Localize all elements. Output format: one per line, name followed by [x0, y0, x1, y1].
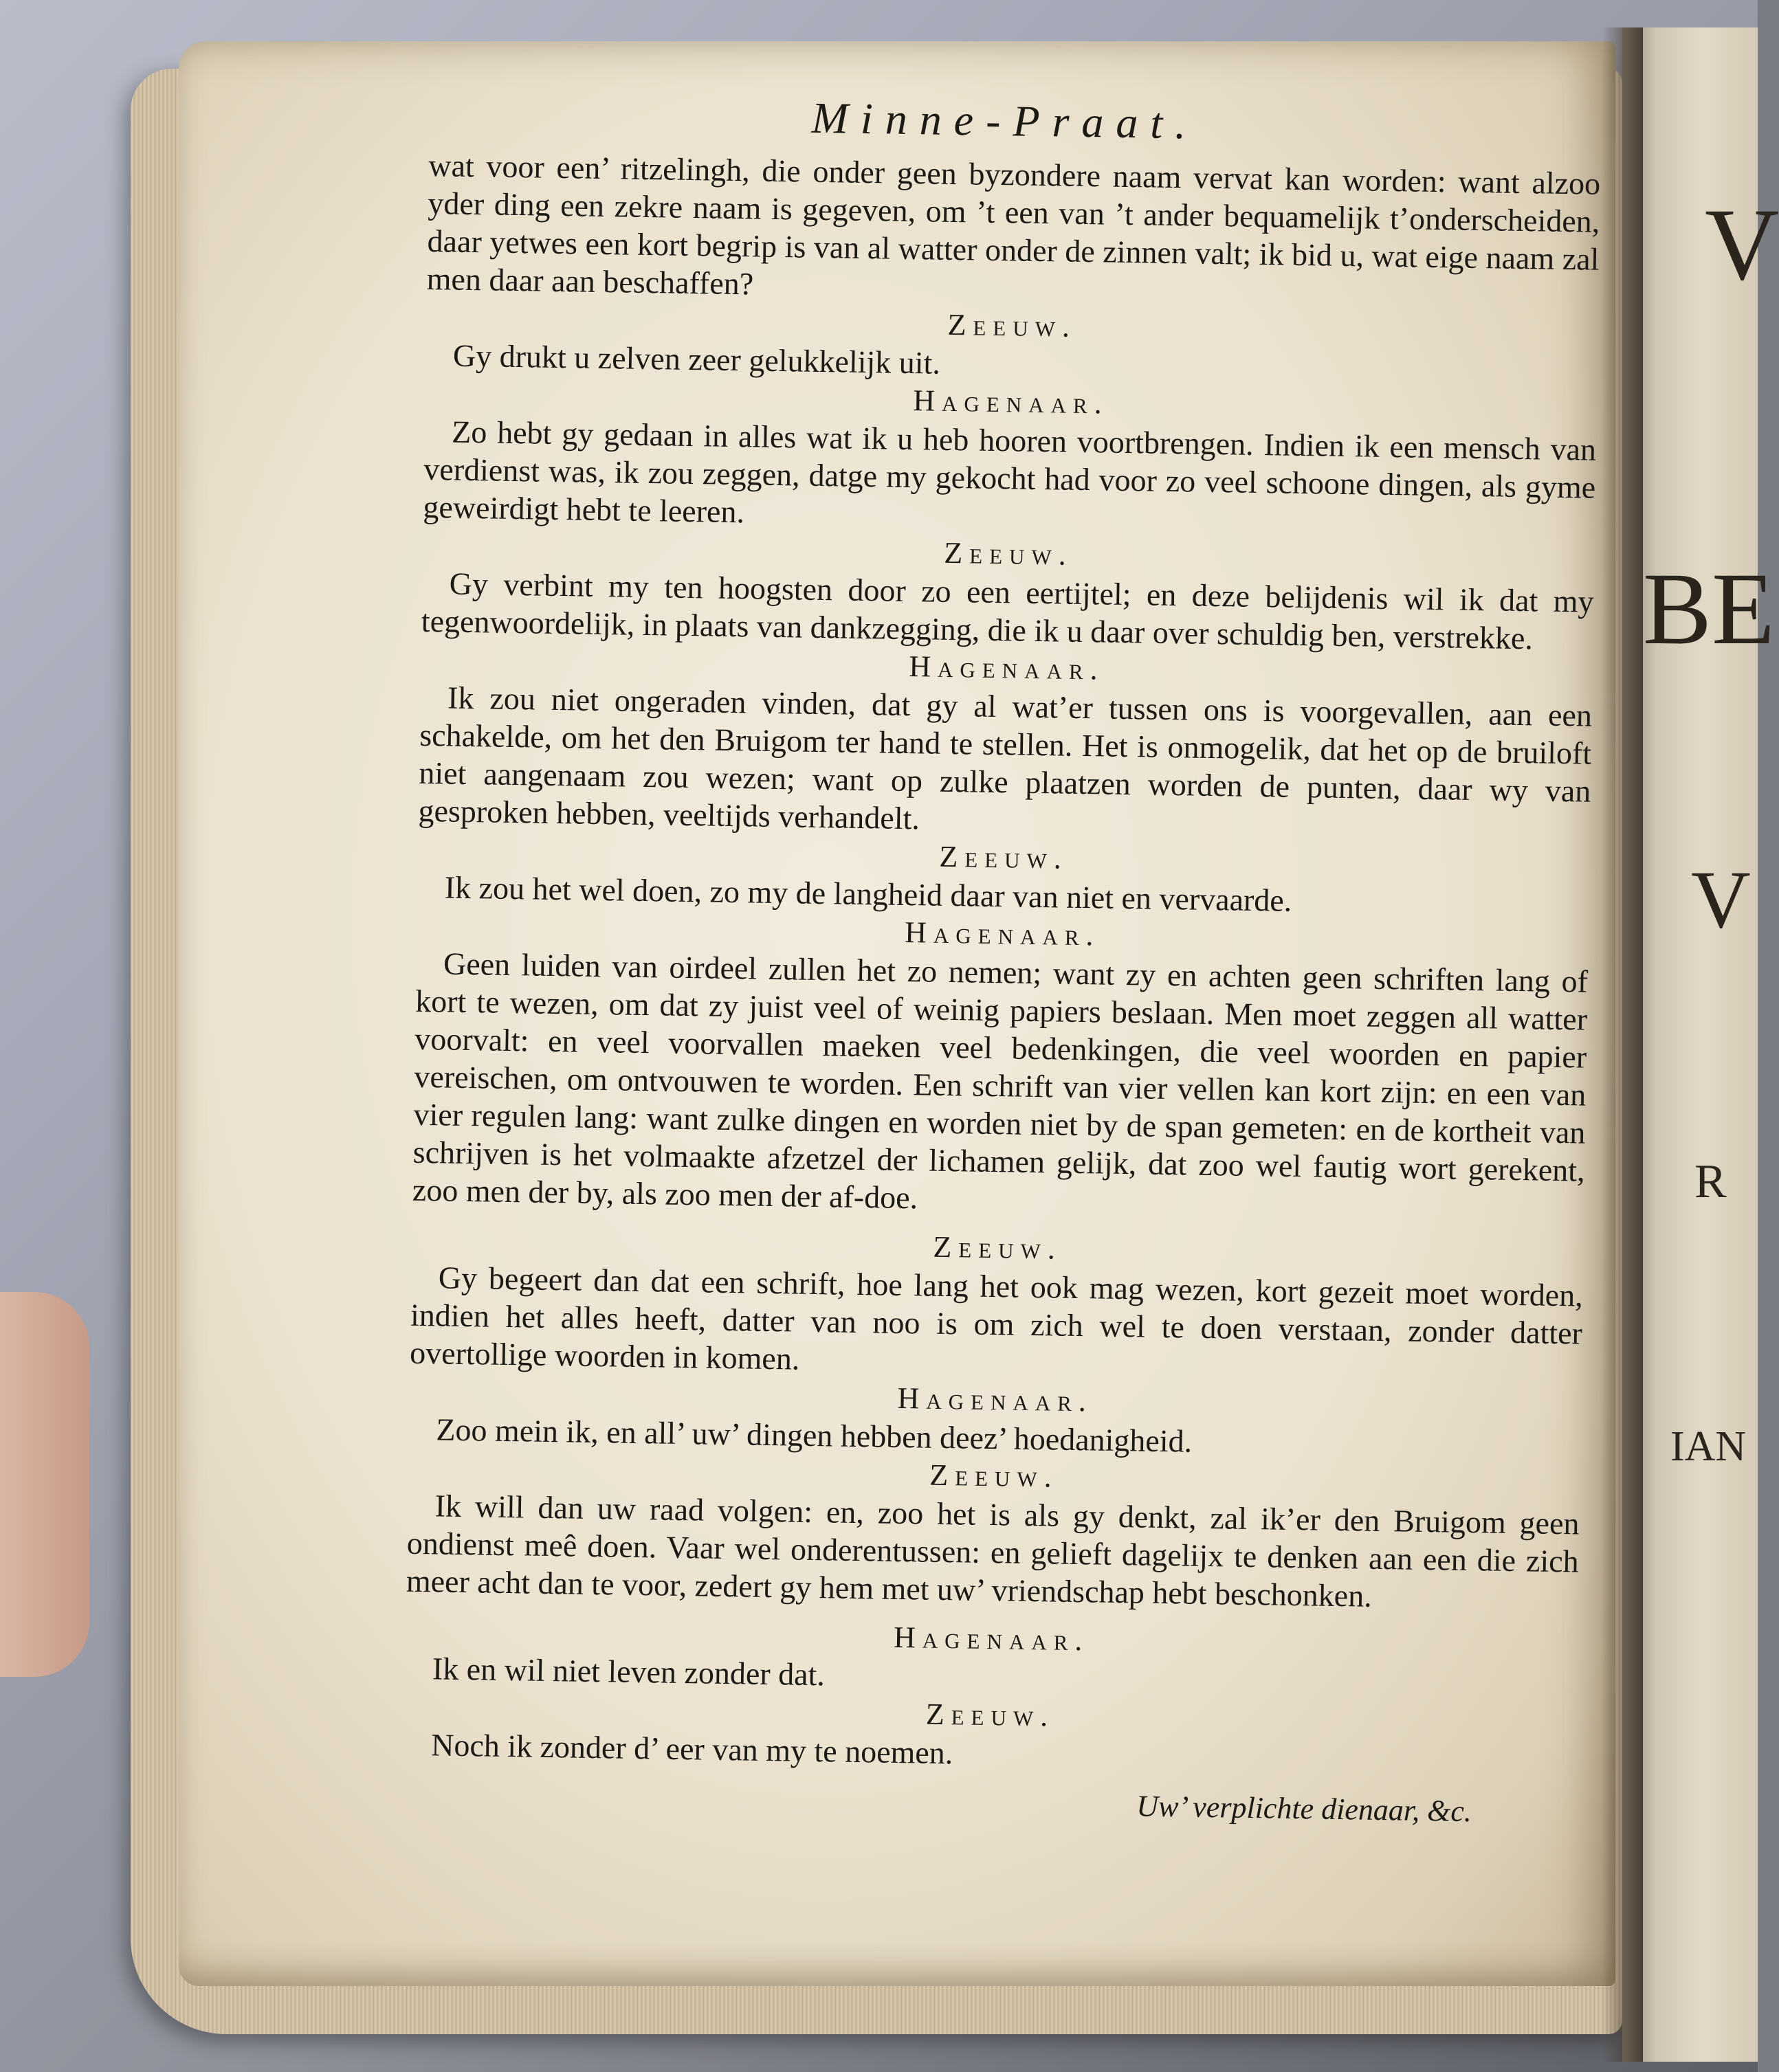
dialogue-paragraph: Zoo mein ik, en all’ uw’ dingen hebben deez’ hoedanigheid. — [436, 1412, 1193, 1459]
facing-page-letter: V — [1691, 854, 1751, 945]
page-text — [403, 93, 1602, 1831]
speaker-heading: Zeeuw. — [943, 535, 1074, 572]
facing-page-letter: BE — [1643, 552, 1775, 666]
thumb — [0, 1292, 89, 1677]
dialogue-paragraph: Gy verbint my ten hoogsten door zo een eertijtel; en deze belijdenis wil ik dat my tegenwoordelijk, in plaats van dankzegging, die ik u daar over schuldig ben, verstrekke. — [421, 566, 1594, 656]
facing-page-letter: V — [1705, 188, 1779, 302]
dialogue-paragraph: Zo hebt gy gedaan in alles wat ik u heb hooren voortbrengen. Indien ik een mensch van verdienst was, ik zou zeggen, datge my gekocht had voor zo veel schoone dingen, als gyme geweirdigt hebt te leeren. — [423, 414, 1597, 530]
facing-page-letter: IAN — [1670, 1423, 1747, 1470]
dialogue-paragraph: Ik en wil niet leven zonder dat. — [432, 1651, 826, 1693]
speaker-heading: Hagenaar. — [904, 915, 1101, 953]
speaker-heading: Hagenaar. — [912, 383, 1109, 421]
dialogue-paragraph: Gy begeert dan dat een schrift, hoe lang het ook mag wezen, kort gezeit moet worden, indien het alles heeft, datter van noo is om zich wel te doen verstaan, zonder datter overtollige woorden in komen. — [409, 1260, 1584, 1377]
signature: Uw’ verplichte dienaar, &c. — [1136, 1789, 1472, 1829]
dialogue-paragraph: Noch ik zonder d’ eer van my te noemen. — [430, 1727, 953, 1771]
dialogue-paragraph: Ik will dan uw raad volgen: en, zoo het is als gy denkt, zal ik’er den Bruigom geen ondienst meê doen. Vaar wel onderentussen: en gelieft dagelijx te denken aan een die zich meer acht dan te voor, zedert gy hem met uw’ vriendschap hebt beschonken. — [406, 1488, 1580, 1614]
speaker-heading: Zeeuw. — [929, 1458, 1059, 1494]
running-head: Minne-Praat. — [811, 93, 1199, 148]
dialogue-paragraph: Ik zou het wel doen, zo my de langheid daar van niet en vervaarde. — [444, 869, 1292, 918]
dialogue-paragraph: Geen luiden van oirdeel zullen het zo nemen; want zy en achten geen schriften lang of kort te wezen, om dat zy juist veel of weinig papiers beslaan. Men moet zeggen all watter voorvalt: en veel voorvallen maeken veel bedenkingen, die veel woorden en papier vereischen, om ontvouwen te worden. Een schrift van vier vellen kan kort zijn: en een van vier regulen lang: want zulke dingen en worden niet by de span gemeten: en de kortheit van schrijven is het volmaakte afzetzel der lichamen gelijk, dat zoo wel fautig wort gerekent, zoo men der by, als zoo men der af-doe. — [412, 946, 1589, 1216]
dialogue-paragraph: Gy drukt u zelven zeer gelukkelijk uit. — [452, 337, 941, 381]
speaker-heading: Hagenaar. — [908, 649, 1105, 687]
speaker-heading: Hagenaar. — [897, 1381, 1094, 1418]
gutter-shadow — [1602, 27, 1643, 2062]
dialogue-paragraph: wat voor een’ ritzelingh, die onder geen byzondere naam vervat kan worden: want alzoo yder ding een zekre naam is gegeven, om ’t een van ’t ander bequamelijk t’onderscheiden, daar yetwes een kort begrip is van al watter onder de zinnen valt; ik bid u, wat eige naam zal men daar aan beschaffen? — [426, 147, 1601, 302]
speaker-heading: Zeeuw. — [939, 839, 1069, 876]
speaker-heading: Zeeuw. — [933, 1229, 1063, 1266]
speaker-heading: Hagenaar. — [893, 1620, 1090, 1658]
speaker-heading: Zeeuw. — [925, 1697, 1055, 1733]
facing-page-letter: R — [1694, 1155, 1727, 1208]
dialogue-paragraph: Ik zou niet ongeraden vinden, dat gy al wat’er tussen ons is voorgevallen, aan een schakelde, om het den Bruigom ter hand te stellen. Het is onmogelik, dat het op de bruiloft niet aangenaam zou wezen; want op zulke plaatzen worden de punten, daar wy van gesproken hebben, veeltijds verhandelt. — [418, 680, 1593, 836]
dialogue — [404, 146, 1601, 1781]
speaker-heading: Zeeuw. — [947, 307, 1077, 344]
